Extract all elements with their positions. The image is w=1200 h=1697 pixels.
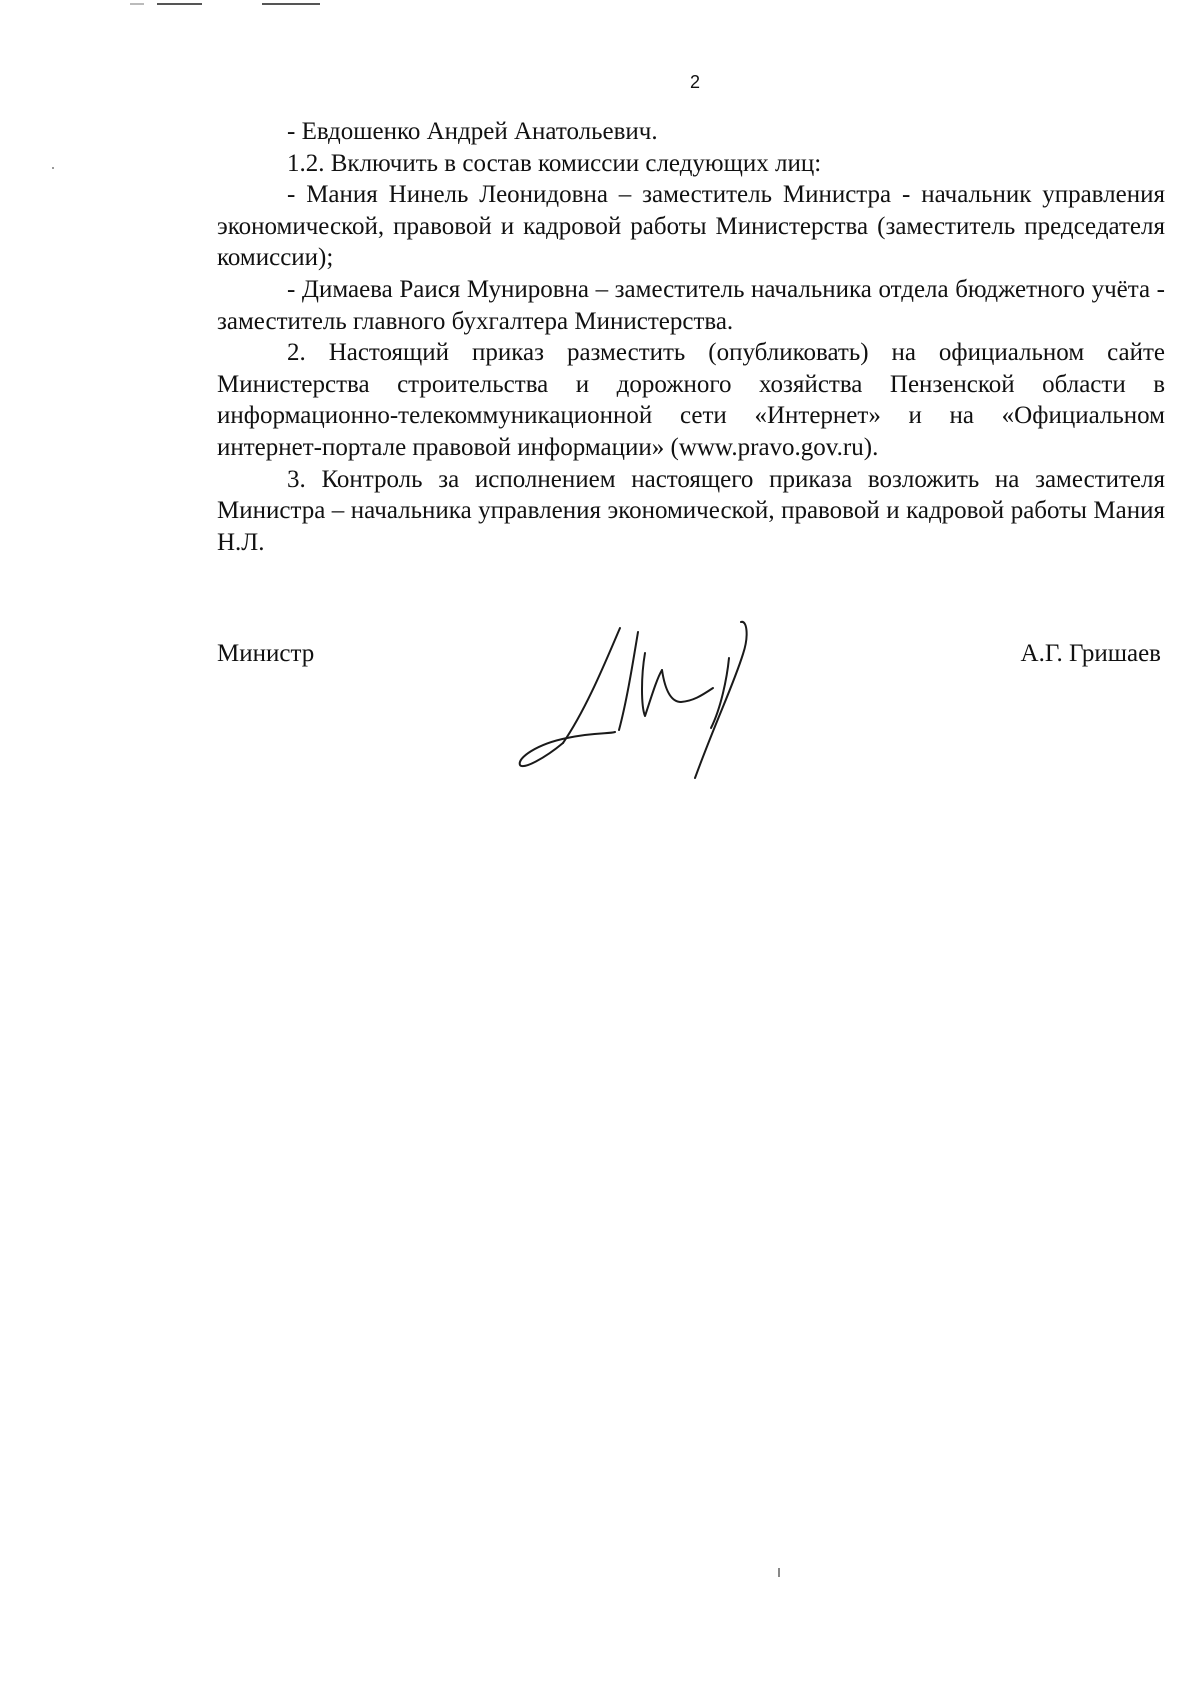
paragraph-item-3: 3. Контроль за исполнением настоящего приказа возложить на заместителя Министра – начальника управления экономической, правовой и кадровой работы Мания Н.Л.	[217, 465, 1165, 556]
scan-artifact-line	[157, 3, 202, 5]
signatory-title: Министр	[217, 640, 315, 667]
paragraph-member-dimaeva: - Димаева Раися Мунировна – заместитель начальника отдела бюджетного учёта - заместитель главного бухгалтера Министерства.	[217, 275, 1165, 335]
signatory-name: А.Г. Гришаев	[1020, 640, 1161, 667]
scan-artifact-dot	[52, 167, 54, 169]
paragraph-member-maniya: - Мания Нинель Леонидовна – заместитель Министра - начальник управления экономической, правовой и кадровой работы Министерства (заместитель председателя комиссии);	[217, 181, 1165, 272]
handwritten-signature	[515, 618, 775, 798]
paragraph-item-1-2: 1.2. Включить в состав комиссии следующих лиц:	[287, 149, 822, 177]
document-body	[217, 116, 1165, 558]
signature-block	[217, 640, 1165, 800]
scan-artifact-line	[262, 3, 320, 5]
scan-artifact-line	[130, 3, 144, 5]
scan-artifact-mark	[778, 1568, 780, 1577]
page-number: 2	[689, 72, 700, 92]
paragraph-member-evdoshenko: - Евдошенко Андрей Анатольевич.	[287, 118, 658, 145]
paragraph-item-2: 2. Настоящий приказ разместить (опубликовать) на официальном сайте Министерства строительства и дорожного хозяйства Пензенской области в информационно-телекоммуникационной сети «Интернет» и на «Официальном интернет-портале правовой информации» (www.pravo.gov.ru).	[217, 339, 1165, 461]
